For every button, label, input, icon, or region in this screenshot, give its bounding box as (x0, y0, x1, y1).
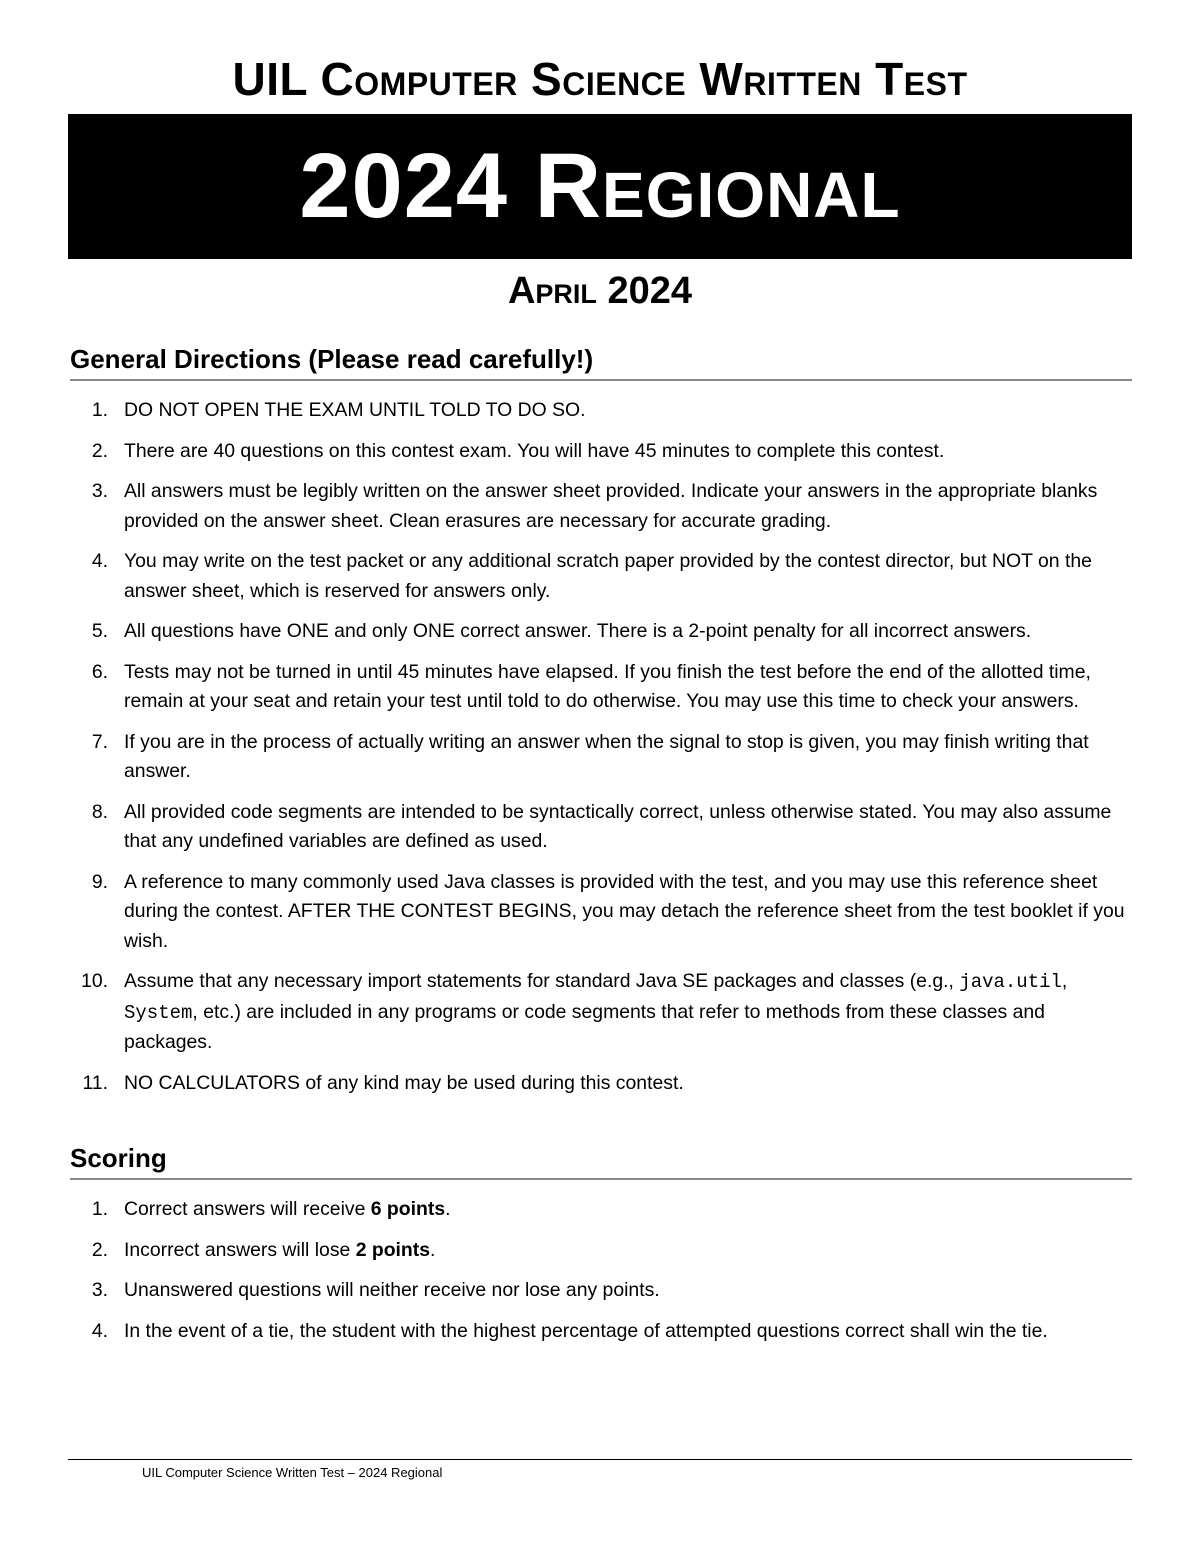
directions-list (68, 396, 1132, 1109)
list-item: 10. Assume that any necessary import statements for standard Java SE packages and classes (e.g., java.util, System, etc.) are included in any programs or code segments that refer to methods from these classes and packages. (81, 970, 1068, 1053)
banner-title: 2024 Regional (299, 135, 901, 237)
list-item: 4. You may write on the test packet or any additional scratch paper provided by the contest director, but NOT on the answer sheet, which is reserved for answers only. (91, 550, 1092, 602)
list-item: 1. Correct answers will receive 6 points. (91, 1198, 451, 1220)
test-title: UIL Computer Science Written Test (232, 53, 968, 105)
directions-heading: General Directions (Please read carefully!) (70, 344, 1132, 381)
code-system: System (124, 1001, 193, 1024)
footer-divider (68, 1459, 1132, 1460)
list-item: 5. All questions have ONE and only ONE correct answer. There is a 2-point penalty for all incorrect answers. (91, 620, 1032, 642)
list-item: 3. All answers must be legibly written on the answer sheet provided. Indicate your answers in the appropriate blanks provided on the answer sheet. Clean erasures are necessary for accurate grading. (91, 480, 1098, 532)
list-item: 3. Unanswered questions will neither receive nor lose any points. (91, 1279, 660, 1301)
list-item: 8. All provided code segments are intended to be syntactically correct, unless otherwise stated. You may also assume that any undefined variables are defined as used. (91, 800, 1112, 852)
list-item: 7. If you are in the process of actually writing an answer when the signal to stop is given, you may finish writing that answer. (91, 730, 1089, 782)
list-item: 2. Incorrect answers will lose 2 points. (91, 1238, 436, 1261)
list-item: 1. DO NOT OPEN THE EXAM UNTIL TOLD TO DO SO. (91, 399, 586, 421)
test-date: April 2024 (507, 270, 693, 312)
list-item: 6. Tests may not be turned in until 45 minutes have elapsed. If you finish the test before the end of the allotted time, remain at your seat and retain your test until told to do otherwise. You may use this time to check your answers. (91, 660, 1091, 712)
list-item: 9. A reference to many commonly used Java classes is provided with the test, and you may use this reference sheet during the contest. AFTER THE CONTEST BEGINS, you may detach the reference sheet from the test booklet if you wish. (91, 870, 1125, 952)
code-java-util: java.util (959, 971, 1062, 993)
title-banner (68, 114, 1132, 259)
page-footer: UIL Computer Science Written Test – 2024 Regional (142, 1465, 443, 1480)
list-item: 4. In the event of a tie, the student with the highest percentage of attempted questions correct shall win the tie. (91, 1319, 1048, 1342)
list-item: 2. There are 40 questions on this contest exam. You will have 45 minutes to complete this contest. (91, 439, 945, 462)
scoring-heading: Scoring (70, 1143, 1132, 1180)
list-item: 11. NO CALCULATORS of any kind may be used during this contest. (82, 1071, 684, 1094)
scoring-list (68, 1195, 1132, 1357)
